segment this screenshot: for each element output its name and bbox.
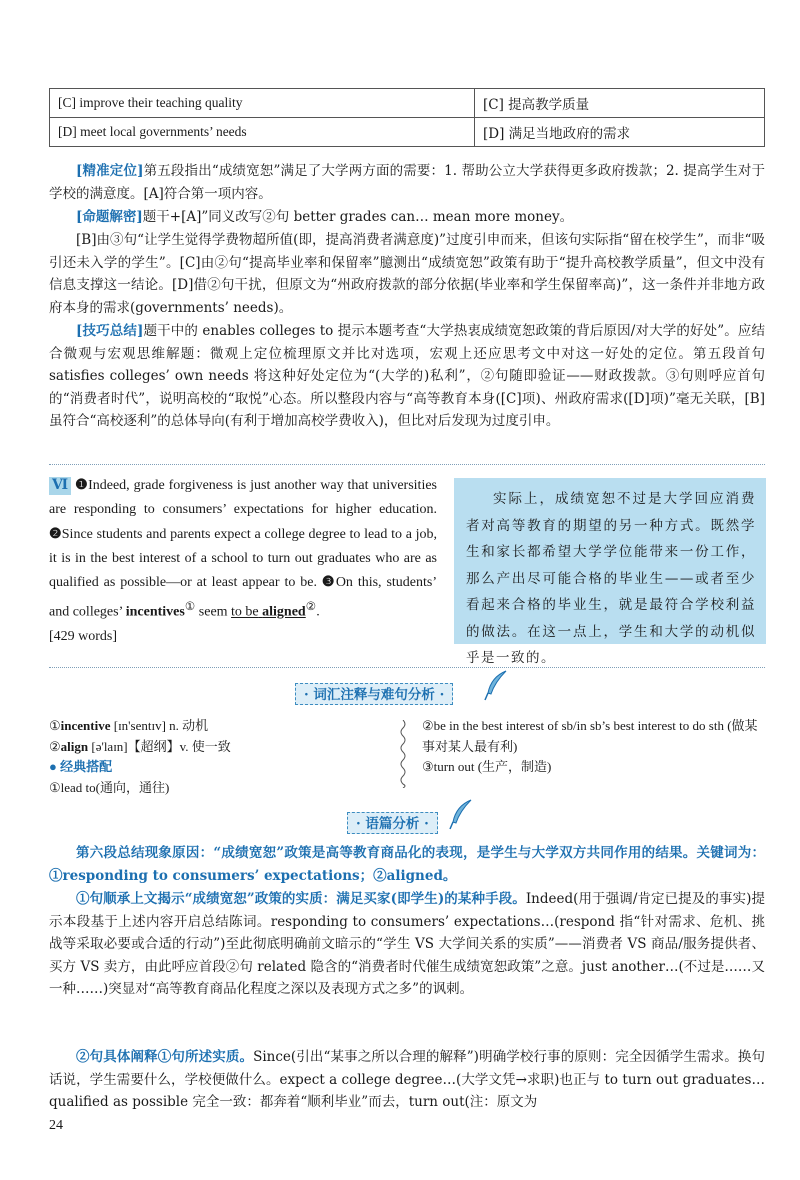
passage-paragraph-6: [49, 474, 437, 650]
s2-body: Since(引出“某事之所以合理的解释”)明确学校行事的原则：完全因循学生需求。换句话说，学生需要什么，学校便做什么。expect a college degree…(大学文凭→求职)也正与 to turn out graduates… qualified as possible 完全一致：都奔着“顺利毕业”而去，turn out(注：原文为: [49, 1049, 766, 1110]
discourse-section-header: [347, 812, 477, 834]
vocab-item: [49, 737, 389, 758]
item-number: ②: [49, 738, 61, 754]
page-number: 24: [49, 1118, 63, 1133]
precise-location-paragraph: [49, 160, 765, 205]
sentence-marker: ❷: [49, 526, 62, 542]
word-count: [429 words]: [49, 629, 118, 645]
precise-label: [精准定位]: [76, 163, 144, 179]
question-decode-paragraph: [49, 206, 765, 229]
sentence-end: .: [316, 605, 320, 621]
s2-heading: ②句具体阐释①句所述实质。: [76, 1049, 254, 1065]
vocab-definition: [ɪn'sentɪv] n. 动机: [110, 718, 209, 733]
collocation-item: ②be in the best interest of sb/in sb’s best interest to do sth (做某事对某人最有利): [422, 718, 758, 754]
vocab-definition: [ə'laɪn]【超纲】v. 使一致: [88, 738, 231, 754]
collocation-label: ● 经典搭配: [49, 759, 113, 774]
option-zh: [D] 满足当地政府的需求: [475, 118, 765, 147]
sentence-marker: ❸: [321, 575, 336, 591]
sentence-marker: ❶: [75, 478, 89, 493]
vocab-section-title: · 词汇注释与难句分析 ·: [295, 683, 453, 705]
collocation-list-right: [422, 716, 765, 778]
sentence-3a: On this, students’ and colleges’: [49, 575, 438, 621]
s1-heading: ①句顺承上文揭示“成绩宽恕”政策的实质：满足买家(即学生)的某种手段。: [76, 891, 526, 907]
tips-label: [技巧总结]: [76, 323, 144, 339]
decode-text-1: 题干+[A]”同义改写②句 better grades can… mean more money。: [142, 209, 574, 225]
divider: [49, 667, 765, 668]
collocation-item: ①lead to(通向，通往): [49, 779, 170, 795]
option-en: [D] meet local governments’ needs: [50, 118, 475, 147]
tips-paragraph: [49, 320, 765, 433]
sentence-1-analysis: [49, 888, 765, 1001]
vocab-word-aligned: aligned: [262, 605, 306, 621]
vocab-item: [49, 716, 389, 737]
vocab-word: align: [60, 738, 89, 754]
underlined-phrase: [231, 605, 306, 620]
divider: [49, 464, 765, 465]
footnote-mark: ①: [184, 600, 196, 614]
footnote-mark: ②: [305, 600, 317, 614]
precise-text: 第五段指出“成绩宽恕”满足了大学两方面的需要：1. 帮助公立大学获得更多政府拨款；2. 提高学生对于学校的满意度。[A]符合第一项内容。: [49, 163, 765, 202]
vocab-word-incentives: incentives: [125, 605, 185, 621]
table-row: [50, 118, 765, 147]
sentence-1: Indeed, grade forgiveness is just another way that universities are responding to consumers’ expectations for higher education.: [49, 478, 437, 518]
s1-body: Indeed(用于强调/肯定已提及的事实)提示本段基于上述内容开启总结陈词。responding to consumers’ expectations…(respond 指“针对需求、危机、挑战等采取必要或合适的行动”)至此彻底明确前文暗示的“学生 VS 大学间关系的实质”——消费者 VS 商品/服务提供者、买方 VS 卖方，由此呼应首段②句 related 隐含的“消费者时代催生成绩宽恕政策”之意。just another…(不过是……又一种……)突显对“高等教育商品化程度之深以及表现方式之多”的讽刺。: [49, 891, 765, 997]
sentence-3b: seem: [198, 605, 228, 621]
decode-label: [命题解密]: [76, 209, 143, 225]
decode-text-2: [B]由③句“让学生觉得学费物超所值(即，提高消费者满意度)”过度引申而来，但该句实际指“留在校学生”，而非“吸引还未入学的学生”。[C]由②句“提高毕业率和保留率”臆测出“成绩宽恕”政策有助于“提升高校教学质量”，但文中没有信息支撑这一结论。[D]借②句干扰，但原文为“州政府拨款的部分依据(毕业率和学生保留率高)”，这一条件并非地方政府本身的需求(governments’ needs)。: [49, 232, 765, 316]
table-row: [50, 89, 765, 118]
collocation-item: ③turn out (生产，制造): [422, 759, 552, 774]
item-number: ①: [49, 718, 61, 733]
feather-pen-icon: [447, 798, 473, 830]
vocab-section-header: [295, 683, 515, 705]
translation-box: 实际上，成绩宽恕不过是大学回应消费者对高等教育的期望的另一种方式。既然学生和家长都希望大学学位能带来一份工作，那么产出尽可能合格的毕业生——或者至少看起来合格的毕业生，就是最符合学校利益的做法。在这一点上，学生和大学的动机似乎是一致的。: [454, 478, 766, 644]
option-analysis-paragraph: [49, 229, 765, 319]
paragraph-number: Ⅵ: [49, 477, 71, 495]
vocab-list: [49, 716, 389, 798]
discourse-section-title: · 语篇分析 ·: [347, 812, 438, 834]
options-table: [49, 88, 765, 147]
sentence-2: Since students and parents expect a college degree to lead to a job, it is in the best interest of a school to turn out graduates who are as qualified as possible—or at least appear to be.: [49, 526, 437, 591]
wave-divider-icon: [398, 720, 408, 788]
tips-text: 题干中的 enables colleges to 提示本题考查“大学热衷成绩宽恕政策的背后原因/对大学的好处”。应结合微观与宏观思维解题：微观上定位梳理原文并比对选项，宏观上还应思考文中对这一好处的定位。第五段首句 satisfies colleges’ own needs 将这种好处定位为“(大学的)私利”，②句随即验证——财政拨款。③句则呼应首句的“消费者时代”，说明高校的“取悦”心态。所以整段内容与“高等教育本身([C]项)、州政府需求([D]项)”毫无关联，[B]虽符合“高校逐利”的总体导向(有利于增加高校学费收入)，但比对后发现为过度引申。: [49, 323, 765, 429]
phrase-to-be: to be: [231, 605, 259, 621]
option-zh: [C] 提高教学质量: [475, 89, 765, 118]
option-en: [C] improve their teaching quality: [50, 89, 475, 118]
vocab-word: incentive: [60, 718, 111, 733]
discourse-summary: 第六段总结现象原因：“成绩宽恕”政策是高等教育商品化的表现，是学生与大学双方共同作用的结果。关键词为：①responding to consumers’ expectations；②aligned。: [49, 845, 765, 884]
sentence-2-analysis: [49, 1046, 765, 1114]
feather-pen-icon: [482, 669, 508, 701]
